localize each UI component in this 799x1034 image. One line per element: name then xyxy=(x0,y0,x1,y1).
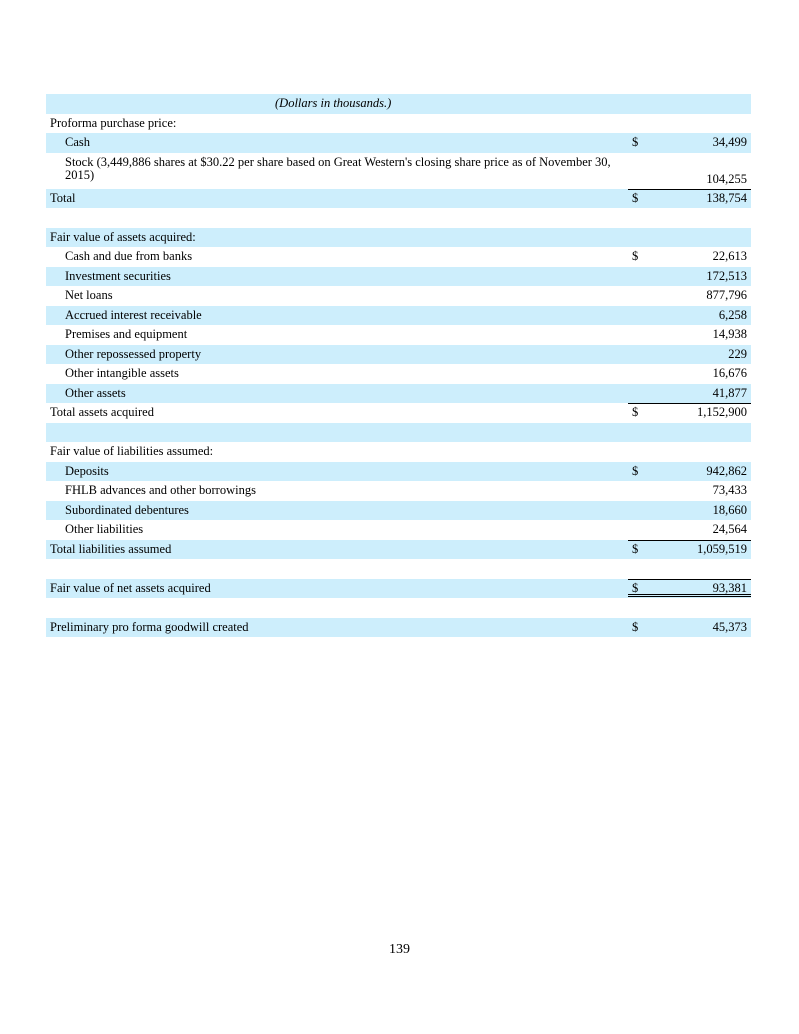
row-amount: 14,938 xyxy=(712,327,747,341)
row-amount: 24,564 xyxy=(712,522,747,536)
row-amount: 104,255 xyxy=(706,171,747,186)
currency-symbol: $ xyxy=(632,463,639,478)
row-amount: 18,660 xyxy=(712,502,747,517)
row-label: Deposits xyxy=(65,463,109,478)
currency-symbol: $ xyxy=(632,619,639,634)
table-row xyxy=(46,520,751,540)
table-row xyxy=(46,462,751,482)
table-header-row xyxy=(46,94,751,114)
spacer-row xyxy=(46,598,751,618)
row-amount: 138,754 xyxy=(706,190,747,205)
table-row xyxy=(46,403,751,423)
table-header: (Dollars in thousands.) xyxy=(275,96,392,110)
table-row xyxy=(46,442,751,462)
currency-symbol: $ xyxy=(632,249,639,263)
row-amount: 41,877 xyxy=(712,385,747,400)
row-label: Cash and due from banks xyxy=(65,249,193,263)
row-amount: 22,613 xyxy=(712,249,747,263)
row-amount: 877,796 xyxy=(706,288,747,302)
row-amount: 6,258 xyxy=(718,307,747,322)
currency-symbol: $ xyxy=(632,541,639,556)
purchase-price-table xyxy=(46,94,751,637)
table-row xyxy=(46,114,751,134)
currency-symbol: $ xyxy=(632,580,639,595)
row-amount: 1,059,519 xyxy=(697,541,747,556)
row-amount: 93,381 xyxy=(712,580,747,595)
table-row xyxy=(46,540,751,560)
row-amount: 172,513 xyxy=(706,268,747,283)
row-label: Other intangible assets xyxy=(65,366,179,380)
table-row xyxy=(46,501,751,521)
spacer-row xyxy=(46,559,751,579)
table-row xyxy=(46,325,751,345)
table-row xyxy=(46,345,751,365)
row-label: Net loans xyxy=(65,288,113,302)
row-label: FHLB advances and other borrowings xyxy=(65,483,256,497)
row-label: Premises and equipment xyxy=(65,327,188,341)
row-label: Investment securities xyxy=(65,268,171,283)
row-label: Other repossessed property xyxy=(65,346,202,361)
table-row xyxy=(46,133,751,153)
row-label: Fair value of net assets acquired xyxy=(50,580,211,595)
table-row xyxy=(46,247,751,267)
row-amount: 16,676 xyxy=(712,366,747,380)
currency-symbol: $ xyxy=(632,135,639,149)
row-amount: 942,862 xyxy=(706,463,747,478)
row-amount: 34,499 xyxy=(712,135,747,149)
row-label: Total xyxy=(50,190,76,205)
table-row xyxy=(46,228,751,248)
row-label: Preliminary pro forma goodwill created xyxy=(50,619,249,634)
table-row xyxy=(46,153,751,189)
row-label: Total assets acquired xyxy=(50,405,154,419)
row-amount: 1,152,900 xyxy=(697,405,747,419)
table-row xyxy=(46,267,751,287)
page-number: 139 xyxy=(389,942,410,957)
row-label: Subordinated debentures xyxy=(65,502,189,517)
table-row xyxy=(46,364,751,384)
table-row xyxy=(46,306,751,326)
table-row xyxy=(46,286,751,306)
currency-symbol: $ xyxy=(632,405,639,419)
row-label: Stock (3,449,886 shares at $30.22 per share based on Great Western's closing share price as of November 30, 2015) xyxy=(65,154,611,182)
table-row xyxy=(46,189,751,209)
table-row xyxy=(46,618,751,638)
row-amount: 73,433 xyxy=(712,483,747,497)
spacer-row xyxy=(46,423,751,443)
row-label: Accrued interest receivable xyxy=(65,307,202,322)
currency-symbol: $ xyxy=(632,190,639,205)
row-label: Other assets xyxy=(65,385,126,400)
table-row xyxy=(46,579,751,599)
row-label: Proforma purchase price: xyxy=(50,115,177,130)
table-row xyxy=(46,384,751,404)
row-amount: 45,373 xyxy=(712,619,747,634)
row-amount: 229 xyxy=(728,346,747,361)
row-label: Cash xyxy=(65,135,90,149)
row-label: Fair value of liabilities assumed: xyxy=(50,444,214,458)
spacer-row xyxy=(46,208,751,228)
table-row xyxy=(46,481,751,501)
row-label: Fair value of assets acquired: xyxy=(50,229,196,244)
row-label: Other liabilities xyxy=(65,522,144,536)
row-label: Total liabilities assumed xyxy=(50,541,172,556)
